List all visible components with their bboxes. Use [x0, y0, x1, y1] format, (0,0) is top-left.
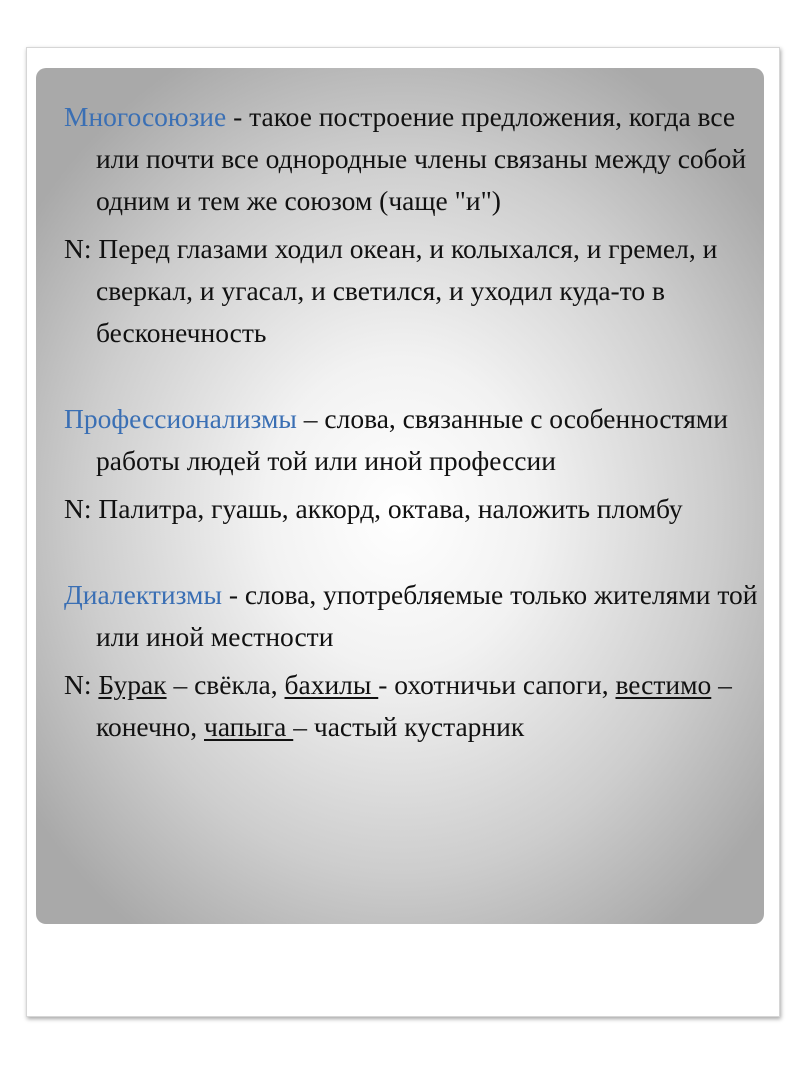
term: Диалектизмы — [64, 579, 222, 610]
term: Многосоюзие — [64, 101, 227, 132]
dialect-meaning: свёкла, — [194, 669, 285, 700]
section-gap — [64, 536, 764, 574]
definition-paragraph — [64, 574, 764, 658]
example-paragraph — [64, 664, 764, 748]
section-gap — [64, 360, 764, 398]
dialect-separator: – — [711, 669, 732, 700]
definition-text: – слова, связанные с особенностями работы людей той или иной профессии — [96, 403, 729, 476]
example-text: Палитра, гуашь, аккорд, октава, наложить пломбу — [98, 493, 683, 524]
definition-paragraph — [64, 96, 764, 222]
dialect-meaning: частый кустарник — [313, 711, 525, 742]
dialect-separator: – — [166, 669, 195, 700]
example-prefix: N: — [64, 669, 99, 700]
dialect-meaning: охотничьи сапоги, — [394, 669, 616, 700]
definition-paragraph — [64, 398, 764, 482]
dialect-word: чапыга — [204, 711, 294, 742]
definition-text: - такое построение предложения, когда все или почти все однородные члены связаны между собой одним и тем же союзом (чаще "и") — [96, 101, 747, 216]
slide-content — [64, 96, 764, 754]
example-prefix: N: — [64, 233, 99, 264]
example-paragraph — [64, 228, 764, 354]
example-text: Перед глазами ходил океан, и колыхался, и гремел, и сверкал, и угасал, и светился, и уходил куда-то в бесконечность — [96, 233, 718, 348]
example-paragraph — [64, 488, 764, 530]
dialect-separator: - — [378, 669, 395, 700]
dialect-word: бахилы — [284, 669, 379, 700]
example-prefix: N: — [64, 493, 99, 524]
dialect-word: вестимо — [615, 669, 712, 700]
dialect-separator: – — [293, 711, 314, 742]
dialect-word: Бурак — [98, 669, 167, 700]
definition-text: - слова, употребляемые только жителями той или иной местности — [96, 579, 758, 652]
term: Профессионализмы — [64, 403, 297, 434]
dialect-meaning: конечно, — [96, 711, 204, 742]
